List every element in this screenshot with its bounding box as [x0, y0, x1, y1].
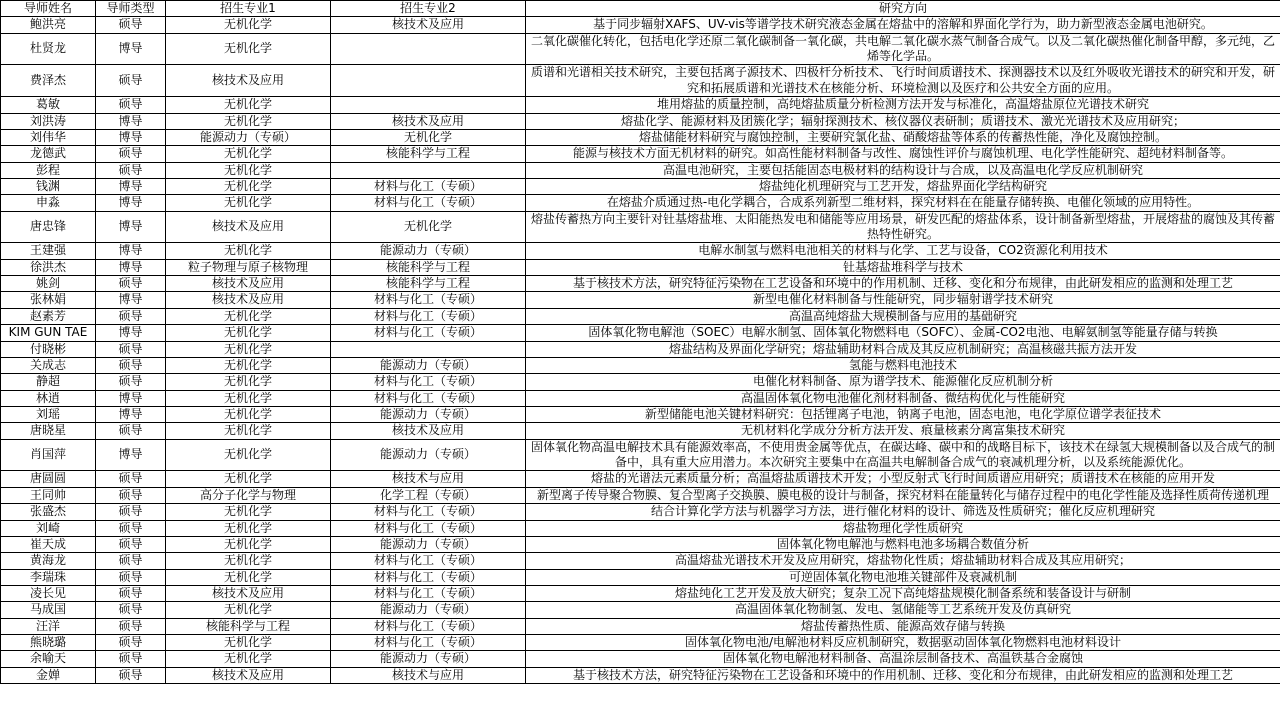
- cell-research-direction: 高温高纯熔盐大规模制备与应用的基础研究: [526, 308, 1280, 324]
- cell-research-direction: 基于核技术方法，研究特征污染物在工艺设备和环境中的作用机制、迁移、变化和分布规律，由此研发相应的监测和处理工艺: [526, 667, 1280, 683]
- cell-research-direction: 熔盐储能材料研究与腐蚀控制，主要研究氯化盐、硝酸熔盐等体系的传蓄热性能，净化及腐蚀控制。: [526, 129, 1280, 145]
- cell-research-direction: 固体氧化物电池/电解池材料反应机制研究，数据驱动固体氧化物燃料电池材料设计: [526, 635, 1280, 651]
- cell-advisor-name: 唐圆圆: [1, 471, 96, 487]
- cell-advisor-type: 硕导: [96, 667, 166, 683]
- cell-research-direction: 固体氧化物电解池与燃料电池多场耦合数值分析: [526, 536, 1280, 552]
- table-row: [1, 406, 1280, 422]
- cell-major1: 无机化学: [166, 374, 331, 390]
- cell-advisor-type: 硕导: [96, 553, 166, 569]
- cell-advisor-name: 张盛杰: [1, 504, 96, 520]
- cell-advisor-name: 张林娟: [1, 292, 96, 308]
- cell-research-direction: 高温固体氧化物制氢、发电、氢储能等工艺系统开发及仿真研究: [526, 602, 1280, 618]
- header-row: [1, 1, 1280, 17]
- cell-major1: 核技术及应用: [166, 292, 331, 308]
- table-row: [1, 520, 1280, 536]
- cell-advisor-name: 静超: [1, 374, 96, 390]
- cell-research-direction: 钍基熔盐堆科学与技术: [526, 259, 1280, 275]
- table-row: [1, 423, 1280, 439]
- cell-advisor-name: 唐晓星: [1, 423, 96, 439]
- cell-advisor-type: 硕导: [96, 585, 166, 601]
- cell-major2: 材料与化工（专硕）: [331, 325, 526, 341]
- cell-research-direction: 电催化材料制备、原为谱学技术、能源催化反应机制分析: [526, 374, 1280, 390]
- cell-advisor-name: 刘伟华: [1, 129, 96, 145]
- cell-major2: 能源动力（专硕）: [331, 243, 526, 259]
- table-row: [1, 667, 1280, 683]
- cell-major2: 材料与化工（专硕）: [331, 553, 526, 569]
- cell-major2: 能源动力（专硕）: [331, 536, 526, 552]
- cell-advisor-type: 博导: [96, 406, 166, 422]
- table-row: [1, 178, 1280, 194]
- cell-major1: 无机化学: [166, 569, 331, 585]
- cell-advisor-name: 金婵: [1, 667, 96, 683]
- cell-major1: 无机化学: [166, 341, 331, 357]
- cell-major1: 无机化学: [166, 308, 331, 324]
- cell-research-direction: 熔盐纯化工艺开发及放大研究；复杂工况下高纯熔盐规模化制备系统和装备设计与研制: [526, 585, 1280, 601]
- cell-major2: 能源动力（专硕）: [331, 651, 526, 667]
- cell-major2: [331, 162, 526, 178]
- cell-advisor-type: 硕导: [96, 146, 166, 162]
- column-header-research-direction: 研究方向: [526, 1, 1280, 17]
- cell-research-direction: 新型离子传导聚合物膜、复合型离子交换膜、膜电极的设计与制备，探究材料在能量转化与储存过程中的电化学性能及选择性质荷传递机理: [526, 487, 1280, 503]
- cell-major2: 能源动力（专硕）: [331, 439, 526, 471]
- cell-advisor-name: 付晓彬: [1, 341, 96, 357]
- cell-major2: 材料与化工（专硕）: [331, 618, 526, 634]
- cell-research-direction: 熔盐纯化机理研究与工艺开发，熔盐界面化学结构研究: [526, 178, 1280, 194]
- cell-research-direction: 熔盐物理化学性质研究: [526, 520, 1280, 536]
- cell-advisor-name: 刘洪涛: [1, 113, 96, 129]
- cell-advisor-type: 硕导: [96, 423, 166, 439]
- cell-major1: 无机化学: [166, 553, 331, 569]
- cell-advisor-name: 关成志: [1, 357, 96, 373]
- cell-advisor-type: 博导: [96, 390, 166, 406]
- cell-advisor-name: 崔天成: [1, 536, 96, 552]
- cell-major2: 核技术及应用: [331, 113, 526, 129]
- cell-advisor-name: 肖国萍: [1, 439, 96, 471]
- cell-major2: 材料与化工（专硕）: [331, 390, 526, 406]
- table-row: [1, 553, 1280, 569]
- cell-major1: 无机化学: [166, 162, 331, 178]
- cell-major1: 核技术及应用: [166, 585, 331, 601]
- cell-major2: 核技术与应用: [331, 667, 526, 683]
- cell-major1: 无机化学: [166, 536, 331, 552]
- cell-advisor-type: 硕导: [96, 618, 166, 634]
- cell-advisor-type: 硕导: [96, 97, 166, 113]
- table-row: [1, 146, 1280, 162]
- cell-advisor-name: 马成国: [1, 602, 96, 618]
- table-row: [1, 357, 1280, 373]
- table-row: [1, 602, 1280, 618]
- table-row: [1, 259, 1280, 275]
- cell-major1: 无机化学: [166, 390, 331, 406]
- cell-advisor-name: 熊晓璐: [1, 635, 96, 651]
- cell-advisor-type: 硕导: [96, 504, 166, 520]
- table-row: [1, 536, 1280, 552]
- cell-advisor-name: 龙德武: [1, 146, 96, 162]
- cell-major1: 无机化学: [166, 195, 331, 211]
- cell-major2: 化学工程（专硕）: [331, 487, 526, 503]
- cell-advisor-name: 黄海龙: [1, 553, 96, 569]
- cell-research-direction: 氢能与燃料电池技术: [526, 357, 1280, 373]
- table-row: [1, 487, 1280, 503]
- cell-advisor-name: 凌长见: [1, 585, 96, 601]
- cell-advisor-type: 硕导: [96, 487, 166, 503]
- cell-advisor-type: 硕导: [96, 357, 166, 373]
- cell-major2: 材料与化工（专硕）: [331, 585, 526, 601]
- cell-major2: [331, 65, 526, 97]
- cell-major2: 核技术与应用: [331, 471, 526, 487]
- cell-advisor-type: 博导: [96, 292, 166, 308]
- cell-advisor-type: 博导: [96, 439, 166, 471]
- cell-advisor-name: 钱渊: [1, 178, 96, 194]
- cell-advisor-type: 硕导: [96, 162, 166, 178]
- table-row: [1, 504, 1280, 520]
- cell-major2: 核能科学与工程: [331, 276, 526, 292]
- cell-research-direction: 新型储能电池关键材料研究：包括锂离子电池，钠离子电池，固态电池，电化学原位谱学表征技术: [526, 406, 1280, 422]
- cell-research-direction: 在熔盐介质通过热-电化学耦合，合成系列新型二维材料，探究材料在在能量存储转换、电催化领域的应用特性。: [526, 195, 1280, 211]
- table-row: [1, 97, 1280, 113]
- cell-advisor-type: 硕导: [96, 341, 166, 357]
- cell-advisor-type: 博导: [96, 211, 166, 243]
- table-row: [1, 243, 1280, 259]
- cell-major2: 材料与化工（专硕）: [331, 308, 526, 324]
- table-row: [1, 325, 1280, 341]
- cell-advisor-name: 鲍洪亮: [1, 17, 96, 33]
- cell-research-direction: 基于同步辐射XAFS、UV-vis等谱学技术研究液态金属在熔盐中的溶解和界面化学行为，助力新型液态金属电池研究。: [526, 17, 1280, 33]
- cell-major1: 无机化学: [166, 406, 331, 422]
- table-row: [1, 618, 1280, 634]
- cell-research-direction: 熔盐化学、能源材料及团簇化学；辐射探测技术、核仪器仪表研制；质谱技术、激光光谱技术及应用研究；: [526, 113, 1280, 129]
- cell-major1: 无机化学: [166, 33, 331, 65]
- table-row: [1, 276, 1280, 292]
- cell-research-direction: 熔盐的光谱法元素质量分析；高温熔盐质谱技术开发；小型反射式飞行时间质谱应用研究；质谱技术在核能的应用开发: [526, 471, 1280, 487]
- cell-research-direction: 基于核技术方法，研究特征污染物在工艺设备和环境中的作用机制、迁移、变化和分布规律，由此研发相应的监测和处理工艺: [526, 276, 1280, 292]
- cell-major1: 无机化学: [166, 504, 331, 520]
- cell-major1: 无机化学: [166, 439, 331, 471]
- cell-research-direction: 二氧化碳催化转化，包括电化学还原二氧化碳制备一氧化碳，共电解二氧化碳水蒸气制备合成气。以及二氧化碳热催化制备甲醇，多元纯，乙烯等化学品。: [526, 33, 1280, 65]
- cell-research-direction: 高温熔盐光谱技术开发及应用研究，熔盐物化性质；熔盐辅助材料合成及其应用研究；: [526, 553, 1280, 569]
- table-row: [1, 129, 1280, 145]
- cell-research-direction: 熔盐传蓄热方向主要针对钍基熔盐堆、太阳能热发电和储能等应用场景，研发匹配的熔盐体系，设计制备新型熔盐，开展熔盐的腐蚀及其传蓄热特性研究。: [526, 211, 1280, 243]
- cell-major1: 无机化学: [166, 113, 331, 129]
- column-header-major2: 招生专业2: [331, 1, 526, 17]
- cell-major2: 材料与化工（专硕）: [331, 374, 526, 390]
- cell-advisor-name: 李瑞珠: [1, 569, 96, 585]
- cell-major1: 能源动力（专硕）: [166, 129, 331, 145]
- cell-research-direction: 能源与核技术方面无机材料的研究。如高性能材料制备与改性、腐蚀性评价与腐蚀机理、电化学性能研究、超纯材料制备等。: [526, 146, 1280, 162]
- cell-advisor-type: 博导: [96, 259, 166, 275]
- cell-major2: 无机化学: [331, 211, 526, 243]
- cell-major2: 能源动力（专硕）: [331, 406, 526, 422]
- cell-advisor-type: 硕导: [96, 276, 166, 292]
- cell-major1: 无机化学: [166, 602, 331, 618]
- cell-major1: 无机化学: [166, 17, 331, 33]
- cell-major1: 无机化学: [166, 520, 331, 536]
- cell-advisor-type: 硕导: [96, 635, 166, 651]
- cell-research-direction: 电解水制氢与燃料电池相关的材料与化学、工艺与设备，CO2资源化利用技术: [526, 243, 1280, 259]
- cell-advisor-name: 赵素芳: [1, 308, 96, 324]
- cell-major2: 材料与化工（专硕）: [331, 178, 526, 194]
- cell-advisor-type: 硕导: [96, 520, 166, 536]
- table-row: [1, 471, 1280, 487]
- cell-advisor-name: 汪洋: [1, 618, 96, 634]
- cell-major1: 无机化学: [166, 651, 331, 667]
- cell-advisor-type: 硕导: [96, 471, 166, 487]
- cell-major2: 能源动力（专硕）: [331, 602, 526, 618]
- cell-research-direction: 无机材料化学成分分析方法开发、痕量核素分离富集技术研究: [526, 423, 1280, 439]
- table-row: [1, 308, 1280, 324]
- cell-research-direction: 质谱和光谱相关技术研究，主要包括离子源技术、四极杆分析技术、飞行时间质谱技术、探测器技术以及红外吸收光谱技术的研究和开发，研究和拓展质谱和光谱技术在核能分析、环境检测以及医疗和公共安全方面的应用。: [526, 65, 1280, 97]
- cell-advisor-type: 博导: [96, 243, 166, 259]
- cell-advisor-name: 申淼: [1, 195, 96, 211]
- table-row: [1, 33, 1280, 65]
- cell-advisor-type: 博导: [96, 325, 166, 341]
- cell-research-direction: 高温电池研究，主要包括能固态电极材料的结构设计与合成，以及高温电化学反应机制研究: [526, 162, 1280, 178]
- cell-research-direction: 可逆固体氧化物电池堆关键部件及衰减机制: [526, 569, 1280, 585]
- cell-advisor-type: 博导: [96, 129, 166, 145]
- table-row: [1, 292, 1280, 308]
- cell-major1: 粒子物理与原子核物理: [166, 259, 331, 275]
- cell-major2: 材料与化工（专硕）: [331, 504, 526, 520]
- cell-research-direction: 固体氧化物电解池材料制备、高温涂层制备技术、高温铁基合金腐蚀: [526, 651, 1280, 667]
- table-row: [1, 390, 1280, 406]
- column-header-advisor-name: 导师姓名: [1, 1, 96, 17]
- cell-major2: 核技术及应用: [331, 423, 526, 439]
- cell-advisor-name: 彭程: [1, 162, 96, 178]
- cell-research-direction: 固体氧化物高温电解技术具有能源效率高，不使用贵金属等优点，在碳达峰、碳中和的战略目标下，该技术在绿氢大规模制备以及合成气的制备中，具有重大应用潜力。本次研究主要集中在高温共电解制备合成气的衰减机理分析，以及系统能源优化。: [526, 439, 1280, 471]
- cell-advisor-name: 唐忠锋: [1, 211, 96, 243]
- cell-advisor-type: 硕导: [96, 374, 166, 390]
- table-row: [1, 651, 1280, 667]
- cell-major1: 无机化学: [166, 357, 331, 373]
- table-row: [1, 374, 1280, 390]
- cell-major2: 核技术及应用: [331, 17, 526, 33]
- cell-research-direction: 熔盐传蓄热性质、能源高效存储与转换: [526, 618, 1280, 634]
- cell-advisor-name: 余喻天: [1, 651, 96, 667]
- cell-major2: [331, 341, 526, 357]
- cell-advisor-type: 硕导: [96, 308, 166, 324]
- cell-advisor-name: 王建强: [1, 243, 96, 259]
- cell-advisor-name: 徐洪杰: [1, 259, 96, 275]
- cell-advisor-type: 硕导: [96, 602, 166, 618]
- cell-advisor-type: 硕导: [96, 569, 166, 585]
- cell-major1: 无机化学: [166, 243, 331, 259]
- cell-research-direction: 高温固体氧化物电池催化剂材料制备、微结构优化与性能研究: [526, 390, 1280, 406]
- table-body: [1, 17, 1280, 684]
- cell-major1: 无机化学: [166, 635, 331, 651]
- cell-major1: 高分子化学与物理: [166, 487, 331, 503]
- column-header-major1: 招生专业1: [166, 1, 331, 17]
- table-row: [1, 341, 1280, 357]
- cell-major2: 能源动力（专硕）: [331, 357, 526, 373]
- cell-research-direction: 固体氧化物电解池（SOEC）电解水制氢、固体氧化物燃料电（SOFC）、金属-CO2电池、电解氨制氢等能量存储与转换: [526, 325, 1280, 341]
- cell-research-direction: 新型电催化材料制备与性能研究，同步辐射谱学技术研究: [526, 292, 1280, 308]
- table-row: [1, 162, 1280, 178]
- cell-major2: 核能科学与工程: [331, 146, 526, 162]
- cell-advisor-name: 杜贤龙: [1, 33, 96, 65]
- cell-major2: 材料与化工（专硕）: [331, 635, 526, 651]
- table-row: [1, 569, 1280, 585]
- cell-advisor-name: 林逍: [1, 390, 96, 406]
- cell-advisor-name: 刘崎: [1, 520, 96, 536]
- cell-advisor-type: 博导: [96, 178, 166, 194]
- cell-major1: 无机化学: [166, 471, 331, 487]
- table-row: [1, 113, 1280, 129]
- cell-major1: 核能科学与工程: [166, 618, 331, 634]
- cell-major1: 无机化学: [166, 146, 331, 162]
- cell-advisor-name: 姚剑: [1, 276, 96, 292]
- cell-major2: 核能科学与工程: [331, 259, 526, 275]
- cell-research-direction: 熔盐结构及界面化学研究；熔盐辅助材料合成及其反应机制研究；高温核磁共振方法开发: [526, 341, 1280, 357]
- cell-advisor-type: 博导: [96, 113, 166, 129]
- cell-advisor-type: 硕导: [96, 536, 166, 552]
- cell-research-direction: 堆用熔盐的质量控制，高纯熔盐质量分析检测方法开发与标准化，高温熔盐原位光谱技术研究: [526, 97, 1280, 113]
- table-row: [1, 585, 1280, 601]
- cell-advisor-name: 葛敏: [1, 97, 96, 113]
- table-row: [1, 211, 1280, 243]
- cell-major1: 核技术及应用: [166, 276, 331, 292]
- cell-advisor-name: 王同帅: [1, 487, 96, 503]
- column-header-advisor-type: 导师类型: [96, 1, 166, 17]
- cell-major1: 核技术及应用: [166, 65, 331, 97]
- cell-advisor-name: 费泽杰: [1, 65, 96, 97]
- cell-advisor-name: KIM GUN TAE: [1, 325, 96, 341]
- cell-advisor-type: 硕导: [96, 65, 166, 97]
- table-row: [1, 439, 1280, 471]
- cell-major1: 无机化学: [166, 325, 331, 341]
- cell-major2: 材料与化工（专硕）: [331, 195, 526, 211]
- table-row: [1, 195, 1280, 211]
- cell-major1: 核技术及应用: [166, 211, 331, 243]
- cell-major2: [331, 33, 526, 65]
- cell-major1: 无机化学: [166, 178, 331, 194]
- cell-major2: 材料与化工（专硕）: [331, 569, 526, 585]
- cell-advisor-type: 博导: [96, 33, 166, 65]
- cell-major2: 材料与化工（专硕）: [331, 292, 526, 308]
- table-row: [1, 17, 1280, 33]
- cell-major2: [331, 97, 526, 113]
- cell-major1: 无机化学: [166, 97, 331, 113]
- cell-advisor-name: 刘瑶: [1, 406, 96, 422]
- table-row: [1, 65, 1280, 97]
- cell-major2: 无机化学: [331, 129, 526, 145]
- cell-research-direction: 结合计算化学方法与机器学习方法，进行催化材料的设计、筛选及性质研究；催化反应机理研究: [526, 504, 1280, 520]
- cell-major1: 无机化学: [166, 423, 331, 439]
- cell-advisor-type: 博导: [96, 195, 166, 211]
- cell-advisor-type: 硕导: [96, 17, 166, 33]
- cell-major2: 材料与化工（专硕）: [331, 520, 526, 536]
- cell-major1: 核技术及应用: [166, 667, 331, 683]
- table-row: [1, 635, 1280, 651]
- cell-advisor-type: 硕导: [96, 651, 166, 667]
